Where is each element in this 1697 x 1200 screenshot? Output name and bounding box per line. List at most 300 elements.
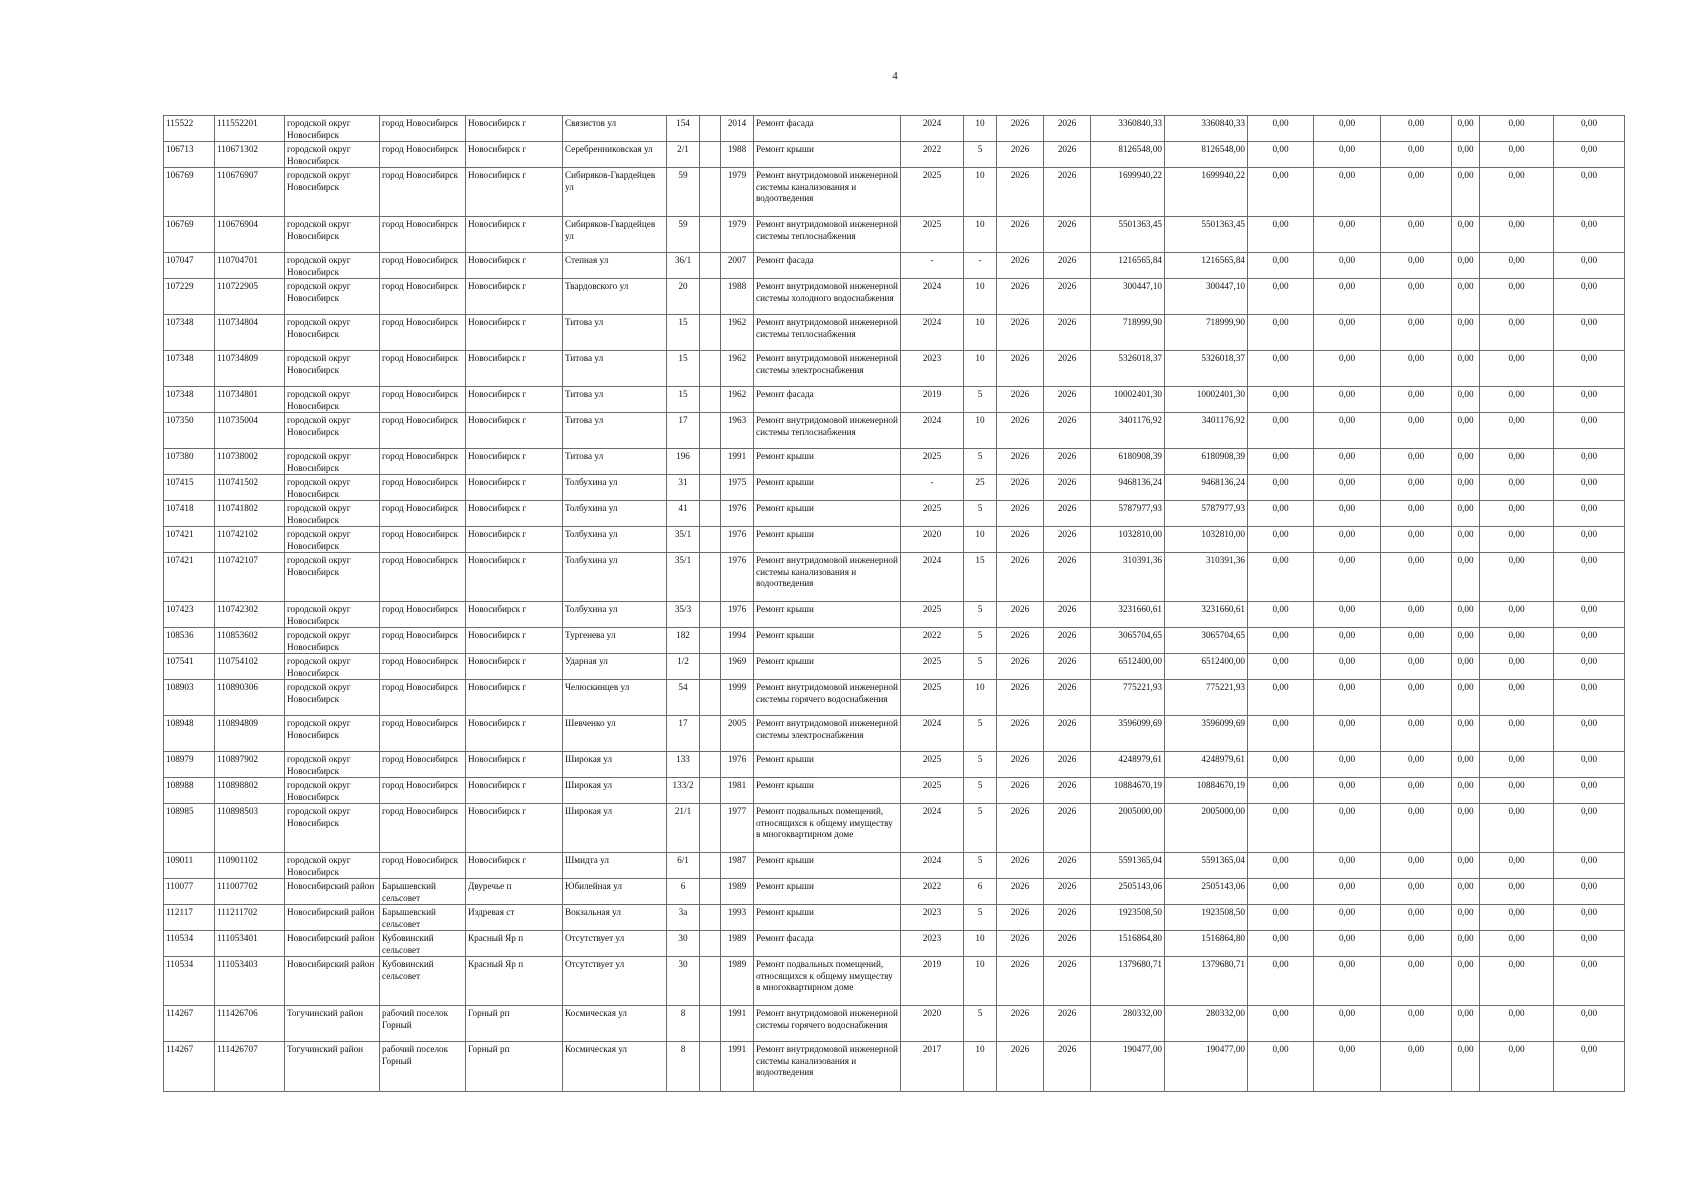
cell-house-id: 115522 [164,116,215,142]
table-row [164,879,1625,905]
cell-house-id: 107350 [164,413,215,449]
table-row [164,654,1625,680]
cell-end-year: 2026 [1044,778,1091,804]
cell-total-cost: 1699940,22 [1091,168,1165,217]
table-row [164,905,1625,931]
cell-cost-col-3: 0,00 [1381,387,1452,413]
cell-settlement: город Новосибирск [380,475,466,501]
cell-cost-col-1: 0,00 [1248,879,1314,905]
cell-cost-col-4: 0,00 [1452,253,1480,279]
cell-planned-period: 5 [964,1006,997,1042]
cell-cost-col-3: 0,00 [1381,628,1452,654]
cell-work-type: Ремонт внутридомовой инженерной системы канализования и водоотведения [754,553,901,602]
cell-cost-col-5: 0,00 [1480,527,1554,553]
cell-house-number: 17 [667,413,700,449]
cell-work-type: Ремонт внутридомовой инженерной системы канализования и водоотведения [754,1042,901,1092]
cell-cost-col-1: 0,00 [1248,905,1314,931]
cell-settlement: город Новосибирск [380,413,466,449]
cell-cost-col-1: 0,00 [1248,553,1314,602]
cell-cost-col-4: 0,00 [1452,654,1480,680]
cell-house-id: 107229 [164,279,215,315]
cell-cost-col-5: 0,00 [1480,957,1554,1006]
cell-cost-col-6: 0,00 [1554,217,1625,253]
cell-element-id: 110901102 [215,853,285,879]
cell-house-number: 31 [667,475,700,501]
cell-street: Ударная ул [563,654,667,680]
cell-total-cost: 2005000,00 [1091,804,1165,853]
table-row [164,602,1625,628]
cell-cost-col-4: 0,00 [1452,752,1480,778]
cell-commission-year: 1976 [721,553,754,602]
cell-total-cost: 718999,90 [1091,315,1165,351]
cell-cost-col-3: 0,00 [1381,116,1452,142]
cell-cost-col-6: 0,00 [1554,413,1625,449]
cell-municipal-district: городской округ Новосибирск [285,142,380,168]
cell-element-id: 110741502 [215,475,285,501]
cell-element-id: 111007702 [215,879,285,905]
cell-cost-col-1: 0,00 [1248,628,1314,654]
cell-street: Челюскинцев ул [563,680,667,716]
cell-last-repair-year: 2025 [901,680,964,716]
cell-cost-col-3: 0,00 [1381,879,1452,905]
cell-settlement: город Новосибирск [380,387,466,413]
cell-cost-col-6: 0,00 [1554,142,1625,168]
cell-start-year: 2026 [997,654,1044,680]
cell-element-id: 110894809 [215,716,285,752]
cell-work-type: Ремонт крыши [754,879,901,905]
cell-end-year: 2026 [1044,413,1091,449]
cell-work-type: Ремонт фасада [754,253,901,279]
cell-locality: Новосибирск г [466,778,563,804]
cell-last-repair-year: 2025 [901,602,964,628]
cell-start-year: 2026 [997,142,1044,168]
cell-building [700,387,721,413]
cell-total-cost: 300447,10 [1091,279,1165,315]
cell-total-cost: 10002401,30 [1091,387,1165,413]
cell-cost-col-2: 0,00 [1314,804,1381,853]
cell-municipal-district: городской округ Новосибирск [285,387,380,413]
cell-planned-period: 10 [964,351,997,387]
cell-locality: Новосибирск г [466,116,563,142]
cell-total-cost: 1923508,50 [1091,905,1165,931]
cell-planned-period: 10 [964,957,997,1006]
cell-cost-col-1: 0,00 [1248,654,1314,680]
cell-street: Твардовского ул [563,279,667,315]
cell-cost-col-4: 0,00 [1452,449,1480,475]
cell-planned-period: 5 [964,716,997,752]
cell-last-repair-year: 2022 [901,142,964,168]
cell-planned-period: 5 [964,804,997,853]
cell-commission-year: 1962 [721,315,754,351]
cell-last-repair-year: 2025 [901,752,964,778]
cell-locality: Новосибирск г [466,752,563,778]
cell-house-number: 8 [667,1006,700,1042]
cell-locality: Новосибирск г [466,449,563,475]
cell-total-cost: 5501363,45 [1091,217,1165,253]
cell-commission-year: 1989 [721,957,754,1006]
cell-element-id: 111426707 [215,1042,285,1092]
cell-element-id: 111426706 [215,1006,285,1042]
cell-house-number: 59 [667,168,700,217]
cell-work-type: Ремонт крыши [754,501,901,527]
cell-start-year: 2026 [997,387,1044,413]
cell-house-id: 108985 [164,804,215,853]
cell-municipal-district: Новосибирский район [285,879,380,905]
cell-cost-col-3: 0,00 [1381,680,1452,716]
cell-element-id: 110741802 [215,501,285,527]
cell-settlement: рабочий поселок Горный [380,1042,466,1092]
cell-cost-col-2: 0,00 [1314,315,1381,351]
cell-last-repair-year: 2020 [901,527,964,553]
cell-street: Широкая ул [563,804,667,853]
cell-cost-col-3: 0,00 [1381,553,1452,602]
cell-start-year: 2026 [997,931,1044,957]
cell-start-year: 2026 [997,449,1044,475]
cell-commission-year: 2014 [721,116,754,142]
cell-element-id: 111211702 [215,905,285,931]
cell-last-repair-year: 2024 [901,279,964,315]
cell-commission-year: 1991 [721,1006,754,1042]
cell-commission-year: 2007 [721,253,754,279]
cell-cost-col-6: 0,00 [1554,905,1625,931]
cell-cost-col-3: 0,00 [1381,217,1452,253]
cell-settlement: город Новосибирск [380,527,466,553]
cell-house-number: 196 [667,449,700,475]
cell-total-cost: 6512400,00 [1091,654,1165,680]
cell-total-cost: 3360840,33 [1091,116,1165,142]
cell-cost-col-1: 0,00 [1248,116,1314,142]
cell-cost-col-5: 0,00 [1480,315,1554,351]
cell-cost-col-2: 0,00 [1314,351,1381,387]
cell-planned-period: 5 [964,752,997,778]
cell-commission-year: 1976 [721,527,754,553]
cell-house-number: 8 [667,1042,700,1092]
cell-end-year: 2026 [1044,116,1091,142]
cell-settlement: город Новосибирск [380,217,466,253]
cell-cost-col-1: 0,00 [1248,501,1314,527]
cell-cost-col-2: 0,00 [1314,279,1381,315]
cell-cost-col-1: 0,00 [1248,351,1314,387]
cell-building [700,628,721,654]
cell-settlement: город Новосибирск [380,654,466,680]
cell-cost-col-5: 0,00 [1480,449,1554,475]
cell-last-repair-year: 2024 [901,413,964,449]
cell-planned-period: 10 [964,116,997,142]
table-row [164,168,1625,217]
cell-locality: Новосибирск г [466,527,563,553]
cell-planned-period: 10 [964,279,997,315]
cell-work-type: Ремонт внутридомовой инженерной системы горячего водоснабжения [754,680,901,716]
cell-cost-col-1: 0,00 [1248,253,1314,279]
table-row [164,315,1625,351]
cell-street: Толбухина ул [563,553,667,602]
cell-cost-col-2: 0,00 [1314,217,1381,253]
cell-element-id: 111552201 [215,116,285,142]
cell-start-year: 2026 [997,501,1044,527]
cell-locality: Новосибирск г [466,142,563,168]
cell-commission-year: 1989 [721,931,754,957]
cell-cost-col-6: 0,00 [1554,553,1625,602]
cell-total-cost: 1216565,84 [1091,253,1165,279]
cell-total-cost: 3401176,92 [1091,413,1165,449]
cell-total-cost: 9468136,24 [1091,475,1165,501]
cell-street: Титова ул [563,413,667,449]
cell-street: Юбилейная ул [563,879,667,905]
cell-cost-col-3: 0,00 [1381,527,1452,553]
cell-total-cost: 3231660,61 [1091,602,1165,628]
cell-house-id: 107423 [164,602,215,628]
cell-cost-col-6: 0,00 [1554,931,1625,957]
cell-cost-col-6: 0,00 [1554,957,1625,1006]
cell-cost-col-1: 0,00 [1248,752,1314,778]
cell-fund-cost: 1699940,22 [1165,168,1248,217]
cell-cost-col-2: 0,00 [1314,931,1381,957]
cell-house-id: 107541 [164,654,215,680]
cell-commission-year: 1981 [721,778,754,804]
cell-total-cost: 1516864,80 [1091,931,1165,957]
cell-total-cost: 5787977,93 [1091,501,1165,527]
cell-cost-col-4: 0,00 [1452,527,1480,553]
cell-fund-cost: 3231660,61 [1165,602,1248,628]
cell-last-repair-year: 2024 [901,116,964,142]
cell-street: Широкая ул [563,778,667,804]
cell-work-type: Ремонт фасада [754,116,901,142]
cell-cost-col-1: 0,00 [1248,716,1314,752]
cell-municipal-district: городской округ Новосибирск [285,475,380,501]
cell-cost-col-6: 0,00 [1554,387,1625,413]
cell-total-cost: 10884670,19 [1091,778,1165,804]
cell-total-cost: 2505143,06 [1091,879,1165,905]
cell-house-id: 108979 [164,752,215,778]
cell-cost-col-3: 0,00 [1381,279,1452,315]
cell-building [700,142,721,168]
cell-cost-col-6: 0,00 [1554,716,1625,752]
cell-house-id: 107380 [164,449,215,475]
cell-element-id: 110734801 [215,387,285,413]
cell-house-number: 30 [667,957,700,1006]
cell-cost-col-6: 0,00 [1554,527,1625,553]
cell-building [700,752,721,778]
cell-municipal-district: Тогучинский район [285,1006,380,1042]
cell-work-type: Ремонт крыши [754,449,901,475]
cell-municipal-district: Тогучинский район [285,1042,380,1092]
cell-municipal-district: Новосибирский район [285,957,380,1006]
cell-cost-col-6: 0,00 [1554,1006,1625,1042]
cell-work-type: Ремонт крыши [754,142,901,168]
cell-house-id: 110534 [164,931,215,957]
cell-work-type: Ремонт подвальных помещений, относящихся к общему имуществу в многоквартирном доме [754,957,901,1006]
cell-cost-col-3: 0,00 [1381,449,1452,475]
cell-cost-col-3: 0,00 [1381,351,1452,387]
cell-start-year: 2026 [997,853,1044,879]
cell-cost-col-3: 0,00 [1381,778,1452,804]
cell-settlement: город Новосибирск [380,168,466,217]
cell-house-id: 114267 [164,1042,215,1092]
cell-end-year: 2026 [1044,1042,1091,1092]
cell-fund-cost: 3401176,92 [1165,413,1248,449]
cell-cost-col-1: 0,00 [1248,315,1314,351]
cell-municipal-district: городской округ Новосибирск [285,168,380,217]
cell-building [700,853,721,879]
cell-house-number: 6/1 [667,853,700,879]
cell-house-number: 21/1 [667,804,700,853]
cell-commission-year: 1969 [721,654,754,680]
cell-fund-cost: 300447,10 [1165,279,1248,315]
cell-street: Титова ул [563,315,667,351]
cell-commission-year: 1989 [721,879,754,905]
cell-cost-col-2: 0,00 [1314,1006,1381,1042]
cell-cost-col-1: 0,00 [1248,217,1314,253]
cell-work-type: Ремонт фасада [754,387,901,413]
cell-building [700,553,721,602]
cell-cost-col-6: 0,00 [1554,253,1625,279]
cell-planned-period: 15 [964,553,997,602]
cell-end-year: 2026 [1044,217,1091,253]
registry-body [164,116,1625,1092]
cell-fund-cost: 5787977,93 [1165,501,1248,527]
cell-cost-col-1: 0,00 [1248,1006,1314,1042]
cell-building [700,680,721,716]
cell-cost-col-3: 0,00 [1381,957,1452,1006]
cell-street: Вокзальная ул [563,905,667,931]
cell-end-year: 2026 [1044,1006,1091,1042]
cell-municipal-district: городской округ Новосибирск [285,654,380,680]
cell-locality: Новосибирск г [466,279,563,315]
cell-cost-col-1: 0,00 [1248,931,1314,957]
cell-cost-col-5: 0,00 [1480,1042,1554,1092]
cell-cost-col-1: 0,00 [1248,602,1314,628]
cell-street: Тургенева ул [563,628,667,654]
cell-cost-col-6: 0,00 [1554,680,1625,716]
cell-cost-col-4: 0,00 [1452,1042,1480,1092]
cell-settlement: Кубовинский сельсовет [380,957,466,1006]
cell-end-year: 2026 [1044,387,1091,413]
cell-start-year: 2026 [997,116,1044,142]
cell-house-number: 15 [667,351,700,387]
cell-settlement: город Новосибирск [380,142,466,168]
cell-street: Космическая ул [563,1042,667,1092]
table-row [164,116,1625,142]
cell-municipal-district: городской округ Новосибирск [285,628,380,654]
cell-end-year: 2026 [1044,279,1091,315]
cell-cost-col-4: 0,00 [1452,879,1480,905]
cell-work-type: Ремонт фасада [754,931,901,957]
cell-cost-col-2: 0,00 [1314,654,1381,680]
cell-cost-col-4: 0,00 [1452,387,1480,413]
cell-cost-col-1: 0,00 [1248,279,1314,315]
cell-planned-period: 10 [964,413,997,449]
cell-cost-col-2: 0,00 [1314,628,1381,654]
cell-element-id: 110890306 [215,680,285,716]
cell-last-repair-year: 2025 [901,654,964,680]
cell-element-id: 110676904 [215,217,285,253]
cell-building [700,475,721,501]
cell-house-number: 15 [667,315,700,351]
cell-cost-col-5: 0,00 [1480,501,1554,527]
cell-cost-col-3: 0,00 [1381,654,1452,680]
cell-street: Космическая ул [563,1006,667,1042]
cell-cost-col-4: 0,00 [1452,602,1480,628]
cell-last-repair-year: 2024 [901,716,964,752]
cell-total-cost: 190477,00 [1091,1042,1165,1092]
cell-cost-col-2: 0,00 [1314,168,1381,217]
cell-end-year: 2026 [1044,957,1091,1006]
cell-cost-col-5: 0,00 [1480,602,1554,628]
cell-locality: Новосибирск г [466,654,563,680]
cell-settlement: рабочий поселок Горный [380,1006,466,1042]
cell-planned-period: 5 [964,602,997,628]
cell-start-year: 2026 [997,315,1044,351]
cell-house-number: 2/1 [667,142,700,168]
cell-fund-cost: 5591365,04 [1165,853,1248,879]
cell-house-number: 41 [667,501,700,527]
cell-cost-col-3: 0,00 [1381,853,1452,879]
cell-settlement: город Новосибирск [380,752,466,778]
cell-start-year: 2026 [997,413,1044,449]
cell-building [700,315,721,351]
table-row [164,449,1625,475]
cell-end-year: 2026 [1044,931,1091,957]
cell-work-type: Ремонт внутридомовой инженерной системы теплоснабжения [754,413,901,449]
cell-house-id: 112117 [164,905,215,931]
cell-building [700,654,721,680]
cell-total-cost: 280332,00 [1091,1006,1165,1042]
cell-total-cost: 775221,93 [1091,680,1165,716]
cell-fund-cost: 10002401,30 [1165,387,1248,413]
cell-element-id: 110704701 [215,253,285,279]
cell-work-type: Ремонт крыши [754,602,901,628]
cell-locality: Новосибирск г [466,553,563,602]
cell-end-year: 2026 [1044,654,1091,680]
cell-cost-col-3: 0,00 [1381,142,1452,168]
cell-house-number: 17 [667,716,700,752]
cell-cost-col-3: 0,00 [1381,602,1452,628]
cell-cost-col-5: 0,00 [1480,253,1554,279]
cell-cost-col-1: 0,00 [1248,413,1314,449]
cell-work-type: Ремонт крыши [754,527,901,553]
cell-commission-year: 1993 [721,905,754,931]
cell-start-year: 2026 [997,628,1044,654]
cell-cost-col-2: 0,00 [1314,879,1381,905]
cell-cost-col-2: 0,00 [1314,387,1381,413]
cell-street: Шмидта ул [563,853,667,879]
cell-last-repair-year: 2024 [901,553,964,602]
cell-cost-col-6: 0,00 [1554,351,1625,387]
cell-cost-col-3: 0,00 [1381,905,1452,931]
cell-cost-col-6: 0,00 [1554,279,1625,315]
cell-end-year: 2026 [1044,905,1091,931]
cell-total-cost: 1379680,71 [1091,957,1165,1006]
cell-settlement: город Новосибирск [380,279,466,315]
cell-cost-col-4: 0,00 [1452,501,1480,527]
cell-cost-col-4: 0,00 [1452,279,1480,315]
cell-planned-period: 5 [964,778,997,804]
cell-house-id: 109011 [164,853,215,879]
cell-cost-col-3: 0,00 [1381,1042,1452,1092]
cell-fund-cost: 718999,90 [1165,315,1248,351]
cell-fund-cost: 1032810,00 [1165,527,1248,553]
cell-street: Толбухина ул [563,501,667,527]
cell-settlement: город Новосибирск [380,628,466,654]
cell-last-repair-year: - [901,253,964,279]
cell-cost-col-2: 0,00 [1314,716,1381,752]
cell-settlement: город Новосибирск [380,716,466,752]
cell-house-number: 133/2 [667,778,700,804]
cell-fund-cost: 9468136,24 [1165,475,1248,501]
cell-start-year: 2026 [997,351,1044,387]
cell-house-id: 110534 [164,957,215,1006]
cell-cost-col-3: 0,00 [1381,752,1452,778]
